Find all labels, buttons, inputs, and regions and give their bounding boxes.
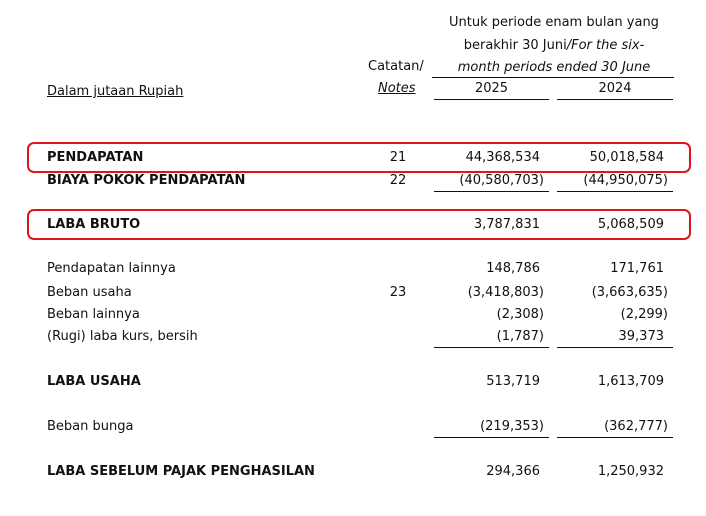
- row-note-beban-usaha: 23: [389, 285, 407, 300]
- row-2024-pendapatan: 50,018,584: [589, 150, 664, 165]
- row-2024-beban-lainnya: (2,299): [620, 307, 668, 322]
- period-header-line3: month periods ended 30 June: [457, 60, 651, 75]
- row-label-beban-lainnya: Beban lainnya: [47, 307, 140, 322]
- row-label-laba-bruto: LABA BRUTO: [47, 217, 141, 232]
- row-2024-beban-usaha: (3,663,635): [591, 285, 668, 300]
- subtotal-rule-2025-operating: [434, 347, 549, 348]
- row-2025-pendapatan-lainnya: 148,786: [486, 261, 540, 276]
- row-2024-pendapatan-lainnya: 171,761: [610, 261, 664, 276]
- row-2025-laba-sebelum-pajak: 294,366: [486, 464, 540, 479]
- row-label-laba-usaha: LABA USAHA: [47, 374, 141, 389]
- period-header-line2-italic: /For the six-: [566, 38, 645, 53]
- row-label-beban-usaha: Beban usaha: [47, 285, 132, 300]
- period-header-line1: Untuk periode enam bulan yang: [449, 15, 659, 30]
- row-2025-beban-usaha: (3,418,803): [467, 285, 544, 300]
- subtotal-rule-2024-gross: [557, 191, 673, 192]
- row-2024-biaya-pokok: (44,950,075): [583, 173, 668, 188]
- row-2024-rugi-laba-kurs: 39,373: [618, 329, 664, 344]
- row-label-laba-sebelum-pajak: LABA SEBELUM PAJAK PENGHASILAN: [47, 464, 315, 479]
- row-2025-biaya-pokok: (40,580,703): [459, 173, 544, 188]
- row-2024-laba-usaha: 1,613,709: [597, 374, 664, 389]
- row-2024-laba-bruto: 5,068,509: [597, 217, 664, 232]
- subtotal-rule-2024-pretax: [557, 437, 673, 438]
- row-note-pendapatan: 21: [389, 150, 407, 165]
- row-label-beban-bunga: Beban bunga: [47, 419, 134, 434]
- currency-note: Dalam jutaan Rupiah: [47, 84, 184, 99]
- row-2024-beban-bunga: (362,777): [604, 419, 668, 434]
- subtotal-rule-2025-pretax: [434, 437, 549, 438]
- year-current-rule: [434, 99, 549, 100]
- subtotal-rule-2024-operating: [557, 347, 673, 348]
- year-current-header: 2025: [474, 81, 509, 96]
- row-2025-beban-lainnya: (2,308): [496, 307, 544, 322]
- row-2024-laba-sebelum-pajak: 1,250,932: [597, 464, 664, 479]
- year-prior-header: 2024: [598, 81, 632, 96]
- row-label-rugi-laba-kurs: (Rugi) laba kurs, bersih: [47, 329, 198, 344]
- row-2025-beban-bunga: (219,353): [480, 419, 544, 434]
- row-2025-laba-bruto: 3,787,831: [473, 217, 540, 232]
- subtotal-rule-2025-gross: [434, 191, 549, 192]
- row-label-biaya-pokok: BIAYA POKOK PENDAPATAN: [47, 173, 246, 188]
- period-header-line2: [432, 35, 676, 56]
- year-prior-rule: [557, 99, 673, 100]
- period-header-line2-plain: berakhir 30 Juni: [463, 38, 567, 53]
- notes-label: Catatan/: [368, 59, 424, 74]
- period-header-rule: [432, 77, 674, 78]
- row-2025-laba-usaha: 513,719: [486, 374, 540, 389]
- row-note-biaya-pokok: 22: [389, 173, 407, 188]
- row-label-pendapatan-lainnya: Pendapatan lainnya: [47, 261, 176, 276]
- row-label-pendapatan: PENDAPATAN: [47, 150, 144, 165]
- row-2025-rugi-laba-kurs: (1,787): [496, 329, 544, 344]
- row-2025-pendapatan: 44,368,534: [465, 150, 540, 165]
- notes-label-en: Notes: [378, 81, 416, 96]
